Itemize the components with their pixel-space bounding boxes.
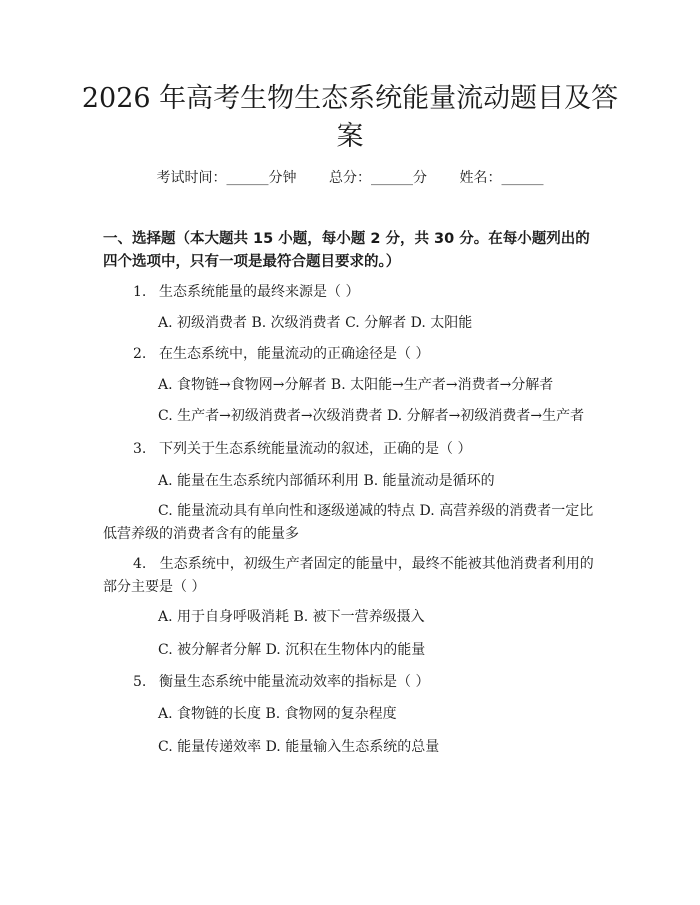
question-5-options-ab: A. 食物链的长度 B. 食物网的复杂程度 <box>158 706 397 722</box>
question-4 <box>103 553 603 599</box>
question-4-options-cd: C. 被分解者分解 D. 沉积在生物体内的能量 <box>158 642 426 658</box>
question-4-options-ab: A. 用于自身呼吸消耗 B. 被下一营养级摄入 <box>158 609 425 625</box>
question-number: 1. <box>133 284 147 300</box>
question-stem: 在生态系统中，能量流动的正确途径是（ ） <box>159 346 430 362</box>
question-number: 4. <box>133 556 147 572</box>
question-stem: 下列关于生态系统能量流动的叙述，正确的是（ ） <box>159 441 472 457</box>
exam-meta <box>0 168 700 188</box>
question-2-options-ab: A. 食物链→食物网→分解者 B. 太阳能→生产者→消费者→分解者 <box>158 377 554 393</box>
exam-name: 姓名：______ <box>459 170 544 186</box>
exam-time: 考试时间：______分钟 <box>156 170 297 186</box>
question-number: 2. <box>133 346 147 362</box>
document-title: 2026 年高考生物生态系统能量流动题目及答案 <box>81 83 619 152</box>
exam-total-score: 总分：______分 <box>329 170 427 186</box>
question-1-options: A. 初级消费者 B. 次级消费者 C. 分解者 D. 太阳能 <box>158 315 473 331</box>
question-stem: 生态系统能量的最终来源是（ ） <box>159 284 360 300</box>
section-header: 一、选择题（本大题共 15 小题，每小题 2 分，共 30 分。在每小题列出的四个选项中，只有一项是最符合题目要求的。） <box>103 231 590 270</box>
question-2 <box>133 344 429 364</box>
question-2-options-cd: C. 生产者→初级消费者→次级消费者 D. 分解者→初级消费者→生产者 <box>158 408 585 424</box>
question-number: 5. <box>133 674 147 690</box>
question-3-options-ab: A. 能量在生态系统内部循环利用 B. 能量流动是循环的 <box>158 473 495 489</box>
question-stem: 生态系统中，初级生产者固定的能量中，最终不能被其他消费者利用的部分主要是（ ） <box>103 556 594 595</box>
question-5-options-cd: C. 能量传递效率 D. 能量输入生态系统的总量 <box>158 739 440 755</box>
question-number: 3. <box>133 441 147 457</box>
question-stem: 衡量生态系统中能量流动效率的指标是（ ） <box>159 674 430 690</box>
question-3-options-cd: C. 能量流动具有单向性和逐级递减的特点 D. 高营养级的消费者一定比低营养级的消费者含有的能量多 <box>103 503 594 542</box>
question-3 <box>133 439 471 459</box>
question-1 <box>133 282 359 302</box>
question-5 <box>133 672 429 692</box>
